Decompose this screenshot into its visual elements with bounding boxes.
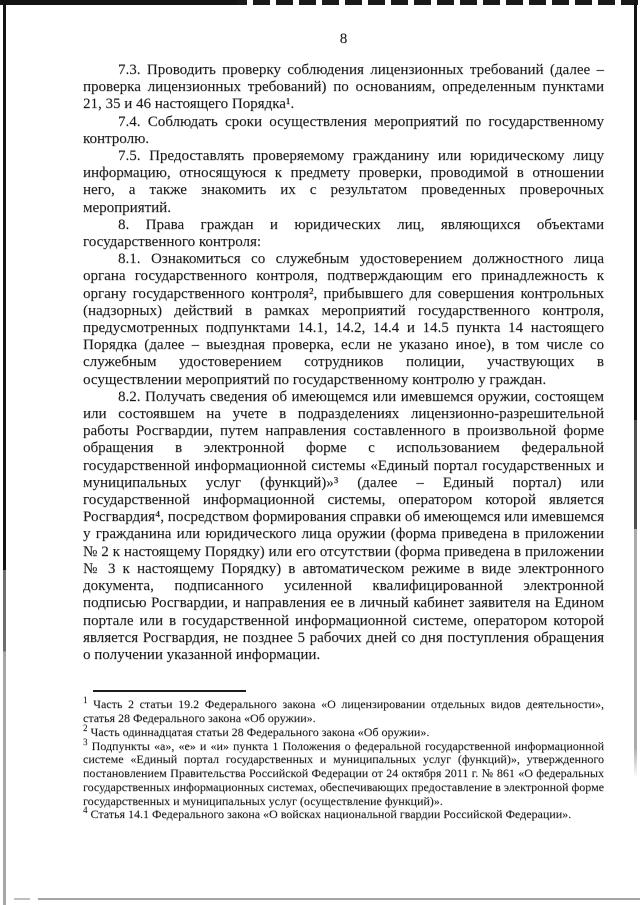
document-body — [83, 62, 604, 664]
footnote-1-text: Часть 2 статьи 19.2 Федерального закона «О лицензировании отдельных видов деятельности», статья 28 Федерального закона «Об оружии». — [83, 697, 604, 725]
scan-border-top — [0, 0, 640, 5]
paragraph-7-4: 7.4. Соблюдать сроки осуществления мероприятий по государственному контролю. — [83, 113, 604, 147]
scan-border-right — [634, 0, 637, 778]
paragraph-8-1: 8.1. Ознакомиться со служебным удостоверением должностного лица органа государственного контроля, подтверждающим его принадлежность к органу государственного контроля², прибывшего для совершения контрольных (надзорных) действий в рамках мероприятий государственного контроля, предусмотренных подпунктами 14.1, 14.2, 14.4 и 14.5 пункта 14 настоящего Порядка (далее – выездная проверка, если не указано иное), в том числе со служебным удостоверением сотрудников полиции, участвующих в осуществлении мероприятий по государственному контролю у граждан. — [83, 251, 604, 388]
scan-border-left — [3, 0, 6, 905]
paragraph-7-3: 7.3. Проводить проверку соблюдения лицензионных требований (далее – проверка лицензионных требований) по основаниям, определенным пунктами 21, 35 и 46 настоящего Порядка¹. — [83, 62, 604, 113]
scan-border-bottom — [38, 898, 640, 900]
footnotes — [83, 695, 605, 822]
footnote-3 — [83, 736, 605, 809]
footnote-4-text: Статья 14.1 Федерального закона «О войсках национальной гвардии Российской Федерации». — [90, 807, 572, 822]
paragraph-8-2: 8.2. Получать сведения об имеющемся или имевшемся оружии, состоящем или состоявшем на учете в подразделениях лицензионно-разрешительной работы Росгвардии, путем направления составленного в произвольной форме обращения в электронной форме с использованием федеральной государственной информационной системы «Единый портал государственных и муниципальных услуг (функций)»³ (далее – Единый портал) или государственной информационной системы, оператором которой является Росгвардия⁴, посредством формирования справки об имеющемся или имевшемся у гражданина или юридического лица оружии (форма приведена в приложении № 2 к настоящему Порядку) или его отсутствии (форма приведена в приложении № 3 к настоящему Порядку) в автоматическом режиме в виде электронного документа, подписанного усиленной квалифицированной электронной подписью Росгвардии, и направления ее в личный кабинет заявителя на Едином портале или в государственной информационной системе, оператором которой является Росгвардия, не позднее 5 рабочих дней со дня поступления обращения о получении указанной информации. — [83, 388, 604, 663]
footnote-2 — [83, 722, 604, 740]
footnote-3-marker: 3 — [83, 736, 88, 747]
page-number: 8 — [339, 31, 348, 47]
footnote-4 — [83, 805, 604, 822]
scan-border-bottom-dash — [14, 898, 30, 900]
footnote-2-text: Часть одиннадцатая статьи 28 Федерального закона «Об оружии». — [90, 724, 430, 739]
footnote-4-marker: 4 — [83, 805, 88, 816]
paragraph-8: 8. Права граждан и юридических лиц, являющихся объектами государственного контроля: — [83, 216, 604, 251]
page-content — [83, 31, 604, 822]
footnote-2-marker: 2 — [83, 722, 88, 733]
paragraph-7-5: 7.5. Предоставлять проверяемому гражданину или юридическому лицу информацию, относящуюся к предмету проверки, проводимой в отношении него, а также знакомить их с результатом проведенных проверочных мероприятий. — [83, 148, 604, 216]
footnote-1 — [83, 695, 604, 726]
footnote-separator — [93, 690, 246, 692]
footnote-1-marker: 1 — [83, 695, 88, 706]
footnote-3-text: Подпункты «а», «е» и «и» пункта 1 Положения о федеральной государственной информационной системе «Единый портал государственных и муниципальных услуг (функций)», утвержденного постановлением Правительства Российской Федерации от 24 октября 2011 г. № 861 «О федеральных государственных информационных системах, обеспечивающих предоставление в электронной форме государственных и муниципальных услуг (осуществление функций)». — [83, 738, 605, 808]
